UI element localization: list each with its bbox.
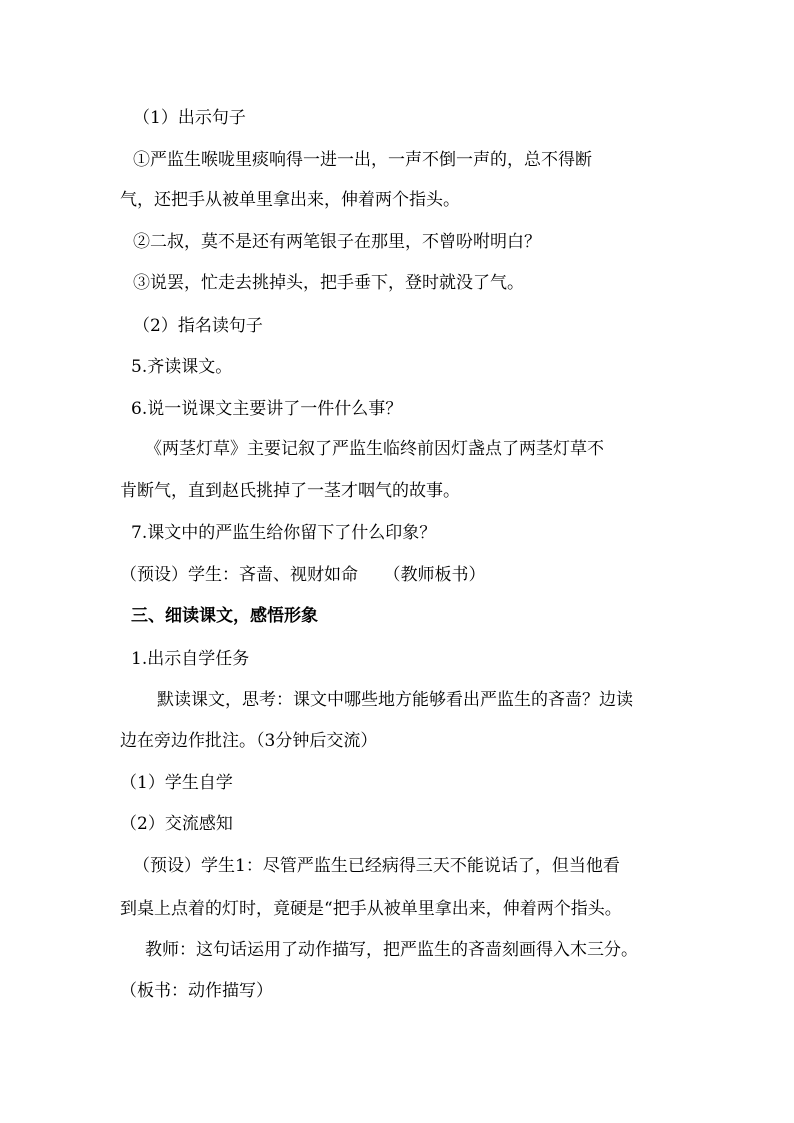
text-line: （1）出示句子 xyxy=(133,108,246,128)
text-line: （1）学生自学 xyxy=(120,773,233,793)
text-line: ①严监生喉咙里痰响得一进一出，一声不倒一声的，总不得断 xyxy=(133,150,592,170)
text-line: 5.齐读课文。 xyxy=(131,357,233,377)
text-line: 7.课文中的严监生给你留下了什么印象？ xyxy=(131,523,437,543)
text-line: ②二叔，莫不是还有两笔银子在那里，不曾吩咐明白？ xyxy=(133,232,541,252)
text-line: 肯断气，直到赵氏挑掉了一茎才咽气的故事。 xyxy=(120,481,460,501)
text-line: 默读课文，思考：课文中哪些地方能够看出严监生的吝啬？边读 xyxy=(157,690,633,710)
section-heading: 三、细读课文，感悟形象 xyxy=(131,606,318,626)
text-line: 气，还把手从被单里拿出来，伸着两个指头。 xyxy=(120,190,460,210)
text-line: （2）指名读句子 xyxy=(133,316,263,336)
text-line: （板书：动作描写） xyxy=(120,981,273,1001)
text-line: 6.说一说课文主要讲了一件什么事？ xyxy=(131,399,403,419)
text-line: （预设）学生：吝啬、视财如命 （教师板书） xyxy=(120,565,486,585)
text-line: 1.出示自学任务 xyxy=(131,649,250,669)
text-line: （预设）学生1：尽管严监生已经病得三天不能说话了，但当他看 xyxy=(133,856,620,876)
text-line: 《两茎灯草》主要记叙了严监生临终前因灯盏点了两茎灯草不 xyxy=(145,439,604,459)
text-line: （2）交流感知 xyxy=(120,814,233,834)
text-line: 边在旁边作批注。（3分钟后交流） xyxy=(120,731,378,751)
text-line: 教师：这句话运用了动作描写，把严监生的吝啬刻画得入木三分。 xyxy=(145,940,638,960)
text-line: ③说罢，忙走去挑掉头，把手垂下，登时就没了气。 xyxy=(133,273,524,293)
text-line: 到桌上点着的灯时，竟硬是“把手从被单里拿出来，伸着两个指头。 xyxy=(120,899,622,919)
